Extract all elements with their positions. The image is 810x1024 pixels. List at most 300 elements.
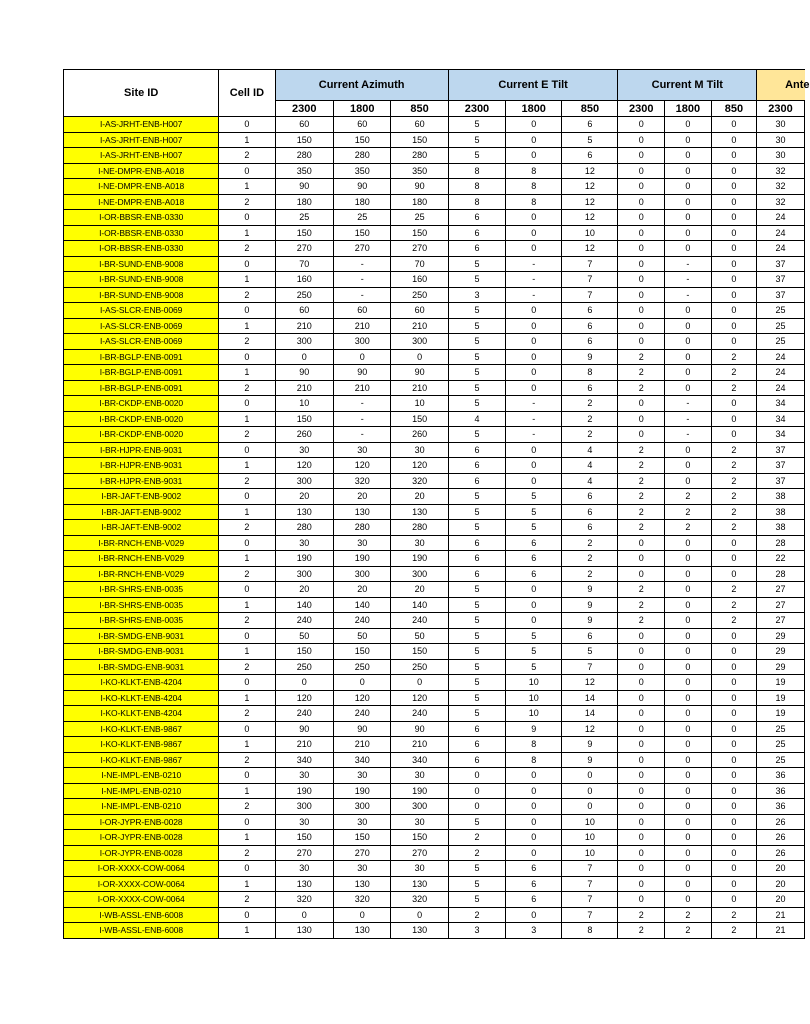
site-id-cell[interactable]: I-KO-KLKT-ENB-9867 [64, 737, 219, 753]
azimuth-850-cell[interactable]: 270 [391, 241, 448, 257]
etilt-1800-cell[interactable]: 0 [506, 132, 562, 148]
etilt-850-cell[interactable]: 7 [562, 287, 618, 303]
site-id-cell[interactable]: I-KO-KLKT-ENB-4204 [64, 675, 219, 691]
azimuth-2300-cell[interactable]: 140 [275, 597, 334, 613]
mtilt-850-cell[interactable]: 0 [711, 225, 756, 241]
etilt-850-cell[interactable]: 4 [562, 473, 618, 489]
azimuth-850-cell[interactable]: 190 [391, 783, 448, 799]
mtilt-850-cell[interactable]: 0 [711, 706, 756, 722]
mtilt-1800-cell[interactable]: 0 [665, 706, 712, 722]
etilt-850-cell[interactable]: 0 [562, 799, 618, 815]
etilt-850-cell[interactable]: 9 [562, 597, 618, 613]
azimuth-850-cell[interactable]: 240 [391, 613, 448, 629]
etilt-2300-cell[interactable]: 6 [448, 566, 505, 582]
azimuth-850-cell[interactable]: 30 [391, 442, 448, 458]
azimuth-850-cell[interactable]: 210 [391, 318, 448, 334]
etilt-850-cell[interactable]: 6 [562, 334, 618, 350]
cell-id-cell[interactable]: 0 [219, 768, 275, 784]
mtilt-1800-cell[interactable]: 0 [665, 644, 712, 660]
mtilt-2300-cell[interactable]: 0 [618, 241, 665, 257]
mtilt-2300-cell[interactable]: 0 [618, 117, 665, 133]
azimuth-2300-cell[interactable]: 210 [275, 380, 334, 396]
azimuth-850-cell[interactable]: 270 [391, 845, 448, 861]
azimuth-1800-cell[interactable]: - [334, 396, 391, 412]
etilt-2300-cell[interactable]: 5 [448, 117, 505, 133]
azimuth-2300-cell[interactable]: 30 [275, 535, 334, 551]
mtilt-850-cell[interactable]: 0 [711, 334, 756, 350]
azimuth-1800-cell[interactable]: - [334, 411, 391, 427]
azimuth-2300-cell[interactable]: 210 [275, 737, 334, 753]
etilt-2300-cell[interactable]: 5 [448, 582, 505, 598]
antenna-2300-cell[interactable]: 37 [757, 256, 805, 272]
antenna-2300-cell[interactable]: 30 [757, 148, 805, 164]
mtilt-1800-cell[interactable]: 0 [665, 458, 712, 474]
azimuth-2300-cell[interactable]: 270 [275, 241, 334, 257]
etilt-1800-cell[interactable]: 6 [506, 892, 562, 908]
etilt-2300-cell[interactable]: 6 [448, 752, 505, 768]
azimuth-850-cell[interactable]: 150 [391, 411, 448, 427]
azimuth-2300-cell[interactable]: 0 [275, 907, 334, 923]
mtilt-850-cell[interactable]: 0 [711, 551, 756, 567]
mtilt-850-cell[interactable]: 2 [711, 597, 756, 613]
azimuth-1800-cell[interactable]: 140 [334, 597, 391, 613]
azimuth-2300-cell[interactable]: 260 [275, 427, 334, 443]
mtilt-850-cell[interactable]: 0 [711, 892, 756, 908]
site-id-cell[interactable]: I-KO-KLKT-ENB-9867 [64, 721, 219, 737]
mtilt-850-cell[interactable]: 0 [711, 396, 756, 412]
cell-id-cell[interactable]: 0 [219, 582, 275, 598]
mtilt-850-cell[interactable]: 0 [711, 163, 756, 179]
cell-id-cell[interactable]: 2 [219, 566, 275, 582]
azimuth-2300-cell[interactable]: 30 [275, 768, 334, 784]
antenna-2300-cell[interactable]: 36 [757, 799, 805, 815]
etilt-850-cell[interactable]: 7 [562, 907, 618, 923]
mtilt-1800-cell[interactable]: 0 [665, 752, 712, 768]
etilt-2300-cell[interactable]: 5 [448, 256, 505, 272]
cell-id-cell[interactable]: 0 [219, 489, 275, 505]
azimuth-1800-cell[interactable]: 30 [334, 814, 391, 830]
antenna-2300-cell[interactable]: 38 [757, 504, 805, 520]
cell-id-cell[interactable]: 1 [219, 551, 275, 567]
etilt-850-cell[interactable]: 7 [562, 861, 618, 877]
cell-id-cell[interactable]: 0 [219, 675, 275, 691]
azimuth-2300-cell[interactable]: 150 [275, 132, 334, 148]
azimuth-2300-cell[interactable]: 50 [275, 628, 334, 644]
etilt-850-cell[interactable]: 9 [562, 737, 618, 753]
azimuth-850-cell[interactable]: 90 [391, 721, 448, 737]
mtilt-850-cell[interactable]: 2 [711, 349, 756, 365]
cell-id-cell[interactable]: 2 [219, 892, 275, 908]
azimuth-1800-cell[interactable]: 320 [334, 892, 391, 908]
cell-id-cell[interactable]: 2 [219, 334, 275, 350]
etilt-1800-cell[interactable]: 6 [506, 535, 562, 551]
site-id-cell[interactable]: I-BR-RNCH-ENB-V029 [64, 566, 219, 582]
cell-id-cell[interactable]: 1 [219, 132, 275, 148]
mtilt-2300-cell[interactable]: 0 [618, 768, 665, 784]
azimuth-850-cell[interactable]: 30 [391, 861, 448, 877]
azimuth-2300-cell[interactable]: 280 [275, 148, 334, 164]
etilt-850-cell[interactable]: 0 [562, 768, 618, 784]
azimuth-2300-cell[interactable]: 150 [275, 411, 334, 427]
antenna-2300-cell[interactable]: 26 [757, 830, 805, 846]
etilt-2300-cell[interactable]: 5 [448, 861, 505, 877]
azimuth-1800-cell[interactable]: 210 [334, 318, 391, 334]
mtilt-850-cell[interactable]: 2 [711, 582, 756, 598]
site-id-cell[interactable]: I-NE-DMPR-ENB-A018 [64, 163, 219, 179]
cell-id-cell[interactable]: 2 [219, 241, 275, 257]
etilt-850-cell[interactable]: 7 [562, 256, 618, 272]
mtilt-850-cell[interactable]: 0 [711, 117, 756, 133]
etilt-2300-cell[interactable]: 5 [448, 644, 505, 660]
etilt-1800-cell[interactable]: 5 [506, 520, 562, 536]
cell-id-cell[interactable]: 2 [219, 427, 275, 443]
antenna-2300-cell[interactable]: 36 [757, 783, 805, 799]
site-id-cell[interactable]: I-KO-KLKT-ENB-4204 [64, 706, 219, 722]
etilt-2300-cell[interactable]: 5 [448, 504, 505, 520]
etilt-1800-cell[interactable]: 10 [506, 690, 562, 706]
etilt-2300-cell[interactable]: 2 [448, 830, 505, 846]
site-id-cell[interactable]: I-BR-SHRS-ENB-0035 [64, 582, 219, 598]
etilt-2300-cell[interactable]: 6 [448, 225, 505, 241]
mtilt-1800-cell[interactable]: 2 [665, 520, 712, 536]
mtilt-2300-cell[interactable]: 0 [618, 427, 665, 443]
mtilt-1800-cell[interactable]: 0 [665, 117, 712, 133]
etilt-1800-cell[interactable]: 6 [506, 876, 562, 892]
azimuth-2300-cell[interactable]: 270 [275, 845, 334, 861]
mtilt-1800-cell[interactable]: 0 [665, 163, 712, 179]
azimuth-2300-cell[interactable]: 120 [275, 690, 334, 706]
azimuth-850-cell[interactable]: 250 [391, 287, 448, 303]
azimuth-1800-cell[interactable]: 150 [334, 644, 391, 660]
azimuth-1800-cell[interactable]: 280 [334, 148, 391, 164]
antenna-2300-cell[interactable]: 27 [757, 613, 805, 629]
etilt-2300-cell[interactable]: 5 [448, 303, 505, 319]
mtilt-2300-cell[interactable]: 0 [618, 876, 665, 892]
etilt-2300-cell[interactable]: 6 [448, 721, 505, 737]
mtilt-1800-cell[interactable]: 0 [665, 566, 712, 582]
etilt-2300-cell[interactable]: 5 [448, 876, 505, 892]
etilt-2300-cell[interactable]: 5 [448, 613, 505, 629]
etilt-1800-cell[interactable]: - [506, 287, 562, 303]
cell-id-cell[interactable]: 1 [219, 504, 275, 520]
azimuth-850-cell[interactable]: 350 [391, 163, 448, 179]
mtilt-2300-cell[interactable]: 0 [618, 799, 665, 815]
etilt-850-cell[interactable]: 10 [562, 814, 618, 830]
cell-id-cell[interactable]: 2 [219, 613, 275, 629]
azimuth-850-cell[interactable]: 60 [391, 117, 448, 133]
mtilt-1800-cell[interactable]: 2 [665, 489, 712, 505]
etilt-1800-cell[interactable]: 0 [506, 613, 562, 629]
mtilt-850-cell[interactable]: 0 [711, 876, 756, 892]
etilt-850-cell[interactable]: 12 [562, 179, 618, 195]
mtilt-1800-cell[interactable]: 0 [665, 613, 712, 629]
etilt-2300-cell[interactable]: 3 [448, 287, 505, 303]
mtilt-850-cell[interactable]: 0 [711, 148, 756, 164]
mtilt-850-cell[interactable]: 2 [711, 504, 756, 520]
antenna-2300-cell[interactable]: 36 [757, 768, 805, 784]
mtilt-2300-cell[interactable]: 0 [618, 411, 665, 427]
antenna-2300-cell[interactable]: 37 [757, 272, 805, 288]
site-id-cell[interactable]: I-KO-KLKT-ENB-4204 [64, 690, 219, 706]
site-id-cell[interactable]: I-BR-SUND-ENB-9008 [64, 256, 219, 272]
azimuth-1800-cell[interactable]: 240 [334, 613, 391, 629]
mtilt-1800-cell[interactable]: 0 [665, 303, 712, 319]
mtilt-2300-cell[interactable]: 0 [618, 845, 665, 861]
etilt-1800-cell[interactable]: - [506, 427, 562, 443]
azimuth-1800-cell[interactable]: 350 [334, 163, 391, 179]
mtilt-1800-cell[interactable]: 2 [665, 504, 712, 520]
etilt-1800-cell[interactable]: 0 [506, 597, 562, 613]
etilt-2300-cell[interactable]: 2 [448, 845, 505, 861]
mtilt-2300-cell[interactable]: 0 [618, 814, 665, 830]
azimuth-1800-cell[interactable]: 190 [334, 551, 391, 567]
antenna-2300-cell[interactable]: 24 [757, 365, 805, 381]
azimuth-1800-cell[interactable]: 20 [334, 489, 391, 505]
cell-id-cell[interactable]: 2 [219, 799, 275, 815]
site-id-cell[interactable]: I-OR-XXXX-COW-0064 [64, 861, 219, 877]
azimuth-1800-cell[interactable]: 150 [334, 132, 391, 148]
etilt-2300-cell[interactable]: 5 [448, 365, 505, 381]
azimuth-1800-cell[interactable]: 250 [334, 659, 391, 675]
mtilt-2300-cell[interactable]: 0 [618, 861, 665, 877]
site-id-cell[interactable]: I-AS-SLCR-ENB-0069 [64, 318, 219, 334]
azimuth-1800-cell[interactable]: 30 [334, 861, 391, 877]
etilt-1800-cell[interactable]: 0 [506, 225, 562, 241]
azimuth-850-cell[interactable]: 30 [391, 768, 448, 784]
antenna-2300-cell[interactable]: 38 [757, 520, 805, 536]
mtilt-850-cell[interactable]: 2 [711, 442, 756, 458]
azimuth-2300-cell[interactable]: 300 [275, 799, 334, 815]
mtilt-1800-cell[interactable]: 0 [665, 892, 712, 908]
etilt-2300-cell[interactable]: 5 [448, 892, 505, 908]
site-id-cell[interactable]: I-BR-JAFT-ENB-9002 [64, 520, 219, 536]
azimuth-850-cell[interactable]: 280 [391, 148, 448, 164]
azimuth-850-cell[interactable]: 60 [391, 303, 448, 319]
cell-id-cell[interactable]: 1 [219, 365, 275, 381]
azimuth-850-cell[interactable]: 210 [391, 737, 448, 753]
etilt-2300-cell[interactable]: 5 [448, 427, 505, 443]
mtilt-1800-cell[interactable]: 0 [665, 535, 712, 551]
azimuth-1800-cell[interactable]: 300 [334, 799, 391, 815]
cell-id-cell[interactable]: 1 [219, 597, 275, 613]
mtilt-2300-cell[interactable]: 2 [618, 458, 665, 474]
mtilt-1800-cell[interactable]: 0 [665, 690, 712, 706]
etilt-850-cell[interactable]: 4 [562, 458, 618, 474]
azimuth-850-cell[interactable]: 240 [391, 706, 448, 722]
antenna-2300-cell[interactable]: 37 [757, 458, 805, 474]
mtilt-2300-cell[interactable]: 0 [618, 783, 665, 799]
azimuth-1800-cell[interactable]: 0 [334, 907, 391, 923]
site-id-cell[interactable]: I-BR-SUND-ENB-9008 [64, 272, 219, 288]
cell-id-cell[interactable]: 1 [219, 737, 275, 753]
etilt-2300-cell[interactable]: 5 [448, 396, 505, 412]
mtilt-850-cell[interactable]: 2 [711, 365, 756, 381]
azimuth-1800-cell[interactable]: - [334, 256, 391, 272]
etilt-850-cell[interactable]: 14 [562, 706, 618, 722]
mtilt-850-cell[interactable]: 0 [711, 768, 756, 784]
etilt-850-cell[interactable]: 6 [562, 628, 618, 644]
mtilt-1800-cell[interactable]: 0 [665, 349, 712, 365]
azimuth-1800-cell[interactable]: - [334, 427, 391, 443]
azimuth-850-cell[interactable]: 0 [391, 675, 448, 691]
azimuth-2300-cell[interactable]: 90 [275, 179, 334, 195]
etilt-2300-cell[interactable]: 5 [448, 132, 505, 148]
azimuth-1800-cell[interactable]: 130 [334, 504, 391, 520]
etilt-2300-cell[interactable]: 0 [448, 768, 505, 784]
mtilt-2300-cell[interactable]: 0 [618, 194, 665, 210]
mtilt-850-cell[interactable]: 0 [711, 272, 756, 288]
azimuth-850-cell[interactable]: 150 [391, 225, 448, 241]
antenna-2300-cell[interactable]: 25 [757, 303, 805, 319]
azimuth-2300-cell[interactable]: 90 [275, 365, 334, 381]
mtilt-1800-cell[interactable]: 0 [665, 225, 712, 241]
site-id-cell[interactable]: I-NE-DMPR-ENB-A018 [64, 179, 219, 195]
site-id-cell[interactable]: I-BR-SMDG-ENB-9031 [64, 644, 219, 660]
etilt-1800-cell[interactable]: 0 [506, 365, 562, 381]
cell-id-cell[interactable]: 0 [219, 907, 275, 923]
mtilt-2300-cell[interactable]: 2 [618, 520, 665, 536]
cell-id-cell[interactable]: 2 [219, 194, 275, 210]
mtilt-2300-cell[interactable]: 0 [618, 179, 665, 195]
mtilt-850-cell[interactable]: 0 [711, 210, 756, 226]
mtilt-850-cell[interactable]: 0 [711, 752, 756, 768]
etilt-2300-cell[interactable]: 8 [448, 163, 505, 179]
antenna-2300-cell[interactable]: 37 [757, 287, 805, 303]
azimuth-1800-cell[interactable]: - [334, 272, 391, 288]
antenna-2300-cell[interactable]: 19 [757, 675, 805, 691]
mtilt-850-cell[interactable]: 2 [711, 458, 756, 474]
mtilt-850-cell[interactable]: 0 [711, 427, 756, 443]
etilt-2300-cell[interactable]: 5 [448, 520, 505, 536]
etilt-1800-cell[interactable]: 5 [506, 644, 562, 660]
site-id-cell[interactable]: I-OR-XXXX-COW-0064 [64, 876, 219, 892]
antenna-2300-cell[interactable]: 28 [757, 566, 805, 582]
site-id-cell[interactable]: I-BR-SUND-ENB-9008 [64, 287, 219, 303]
etilt-2300-cell[interactable]: 5 [448, 690, 505, 706]
etilt-1800-cell[interactable]: - [506, 272, 562, 288]
etilt-850-cell[interactable]: 12 [562, 675, 618, 691]
antenna-2300-cell[interactable]: 37 [757, 442, 805, 458]
cell-id-cell[interactable]: 0 [219, 396, 275, 412]
mtilt-1800-cell[interactable]: 0 [665, 241, 712, 257]
azimuth-850-cell[interactable]: 260 [391, 427, 448, 443]
site-id-cell[interactable]: I-AS-SLCR-ENB-0069 [64, 334, 219, 350]
etilt-1800-cell[interactable]: 0 [506, 349, 562, 365]
antenna-2300-cell[interactable]: 21 [757, 907, 805, 923]
azimuth-2300-cell[interactable]: 210 [275, 318, 334, 334]
azimuth-2300-cell[interactable]: 240 [275, 706, 334, 722]
antenna-2300-cell[interactable]: 34 [757, 427, 805, 443]
cell-id-cell[interactable]: 0 [219, 442, 275, 458]
azimuth-1800-cell[interactable]: 90 [334, 365, 391, 381]
mtilt-2300-cell[interactable]: 0 [618, 132, 665, 148]
mtilt-850-cell[interactable]: 0 [711, 179, 756, 195]
etilt-1800-cell[interactable]: 5 [506, 628, 562, 644]
mtilt-2300-cell[interactable]: 2 [618, 582, 665, 598]
mtilt-2300-cell[interactable]: 0 [618, 396, 665, 412]
cell-id-cell[interactable]: 0 [219, 628, 275, 644]
azimuth-850-cell[interactable]: 250 [391, 659, 448, 675]
mtilt-2300-cell[interactable]: 0 [618, 644, 665, 660]
mtilt-1800-cell[interactable]: 0 [665, 768, 712, 784]
azimuth-2300-cell[interactable]: 0 [275, 675, 334, 691]
azimuth-1800-cell[interactable]: 240 [334, 706, 391, 722]
etilt-1800-cell[interactable]: 8 [506, 737, 562, 753]
azimuth-1800-cell[interactable]: 90 [334, 179, 391, 195]
etilt-2300-cell[interactable]: 5 [448, 675, 505, 691]
azimuth-2300-cell[interactable]: 60 [275, 303, 334, 319]
mtilt-2300-cell[interactable]: 0 [618, 892, 665, 908]
mtilt-850-cell[interactable]: 2 [711, 473, 756, 489]
site-id-cell[interactable]: I-OR-XXXX-COW-0064 [64, 892, 219, 908]
azimuth-2300-cell[interactable]: 320 [275, 892, 334, 908]
azimuth-1800-cell[interactable]: 60 [334, 303, 391, 319]
etilt-850-cell[interactable]: 9 [562, 582, 618, 598]
azimuth-2300-cell[interactable]: 240 [275, 613, 334, 629]
azimuth-2300-cell[interactable]: 130 [275, 504, 334, 520]
azimuth-2300-cell[interactable]: 250 [275, 287, 334, 303]
mtilt-2300-cell[interactable]: 0 [618, 675, 665, 691]
mtilt-2300-cell[interactable]: 2 [618, 380, 665, 396]
etilt-850-cell[interactable]: 5 [562, 644, 618, 660]
azimuth-1800-cell[interactable]: 30 [334, 768, 391, 784]
azimuth-850-cell[interactable]: 50 [391, 628, 448, 644]
mtilt-850-cell[interactable]: 0 [711, 194, 756, 210]
mtilt-2300-cell[interactable]: 2 [618, 349, 665, 365]
cell-id-cell[interactable]: 2 [219, 473, 275, 489]
azimuth-1800-cell[interactable]: 120 [334, 458, 391, 474]
site-id-cell[interactable]: I-NE-IMPL-ENB-0210 [64, 768, 219, 784]
etilt-2300-cell[interactable]: 5 [448, 597, 505, 613]
cell-id-cell[interactable]: 1 [219, 830, 275, 846]
etilt-1800-cell[interactable]: - [506, 411, 562, 427]
mtilt-1800-cell[interactable]: 2 [665, 907, 712, 923]
azimuth-1800-cell[interactable]: 300 [334, 334, 391, 350]
etilt-2300-cell[interactable]: 6 [448, 241, 505, 257]
mtilt-1800-cell[interactable]: 0 [665, 845, 712, 861]
mtilt-2300-cell[interactable]: 0 [618, 225, 665, 241]
cell-id-cell[interactable]: 0 [219, 814, 275, 830]
azimuth-1800-cell[interactable]: 210 [334, 737, 391, 753]
mtilt-2300-cell[interactable]: 0 [618, 628, 665, 644]
site-id-cell[interactable]: I-NE-DMPR-ENB-A018 [64, 194, 219, 210]
antenna-2300-cell[interactable]: 38 [757, 489, 805, 505]
etilt-2300-cell[interactable]: 0 [448, 799, 505, 815]
cell-id-cell[interactable]: 1 [219, 272, 275, 288]
etilt-1800-cell[interactable]: 0 [506, 799, 562, 815]
azimuth-1800-cell[interactable]: 210 [334, 380, 391, 396]
azimuth-2300-cell[interactable]: 280 [275, 520, 334, 536]
etilt-850-cell[interactable]: 5 [562, 132, 618, 148]
azimuth-2300-cell[interactable]: 30 [275, 442, 334, 458]
etilt-2300-cell[interactable]: 8 [448, 194, 505, 210]
cell-id-cell[interactable]: 2 [219, 287, 275, 303]
etilt-850-cell[interactable]: 8 [562, 923, 618, 939]
mtilt-850-cell[interactable]: 0 [711, 535, 756, 551]
cell-id-cell[interactable]: 0 [219, 303, 275, 319]
site-id-cell[interactable]: I-BR-CKDP-ENB-0020 [64, 411, 219, 427]
etilt-850-cell[interactable]: 9 [562, 752, 618, 768]
azimuth-850-cell[interactable]: 30 [391, 535, 448, 551]
etilt-850-cell[interactable]: 6 [562, 380, 618, 396]
antenna-2300-cell[interactable]: 30 [757, 132, 805, 148]
azimuth-1800-cell[interactable]: 30 [334, 535, 391, 551]
cell-id-cell[interactable]: 0 [219, 535, 275, 551]
etilt-850-cell[interactable]: 9 [562, 349, 618, 365]
etilt-2300-cell[interactable]: 5 [448, 659, 505, 675]
azimuth-850-cell[interactable]: 30 [391, 814, 448, 830]
site-id-cell[interactable]: I-OR-BBSR-ENB-0330 [64, 241, 219, 257]
